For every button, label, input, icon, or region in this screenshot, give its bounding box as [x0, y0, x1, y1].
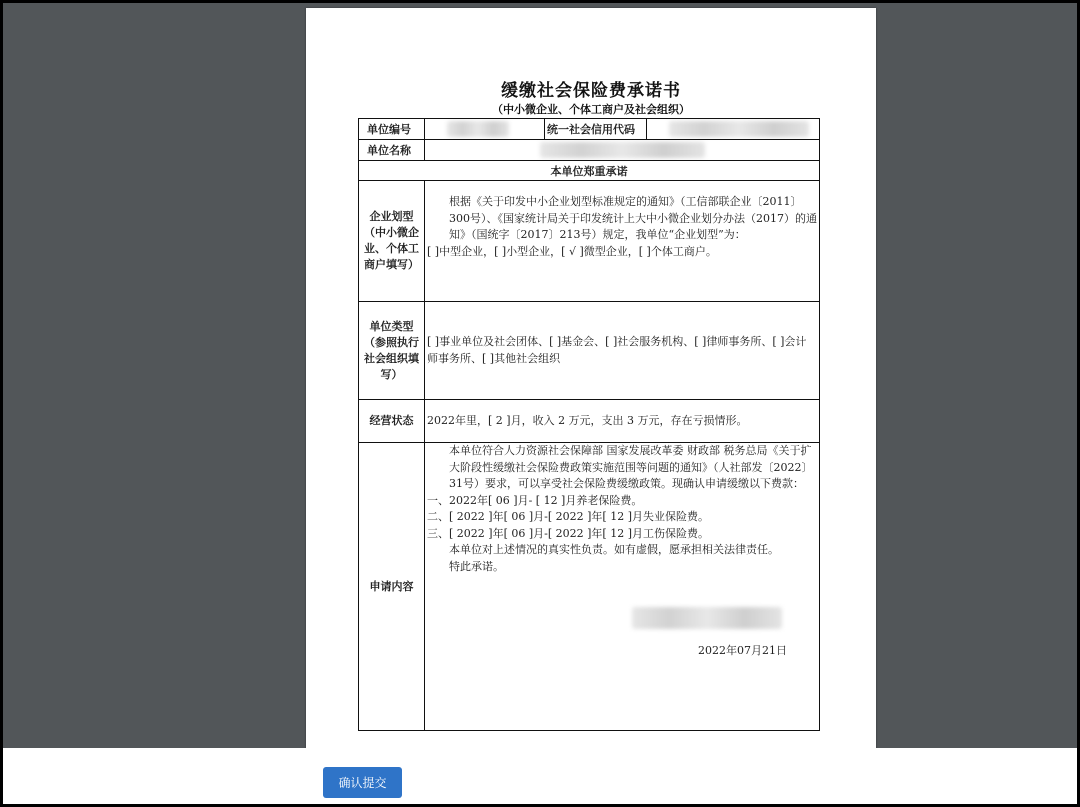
apply-responsibility: 本单位对上述情况的真实性负责。如有虚假，愿承担相关法律责任。: [449, 543, 779, 556]
redacted-credit-code: [669, 121, 809, 137]
signature-date: 2022年07月21日: [698, 644, 787, 657]
redacted-unit-no: [447, 121, 509, 137]
business-status-label: 经营状态: [359, 400, 425, 443]
unit-name-label: 单位名称: [359, 140, 425, 161]
unit-no-label: 单位编号: [359, 119, 425, 140]
enterprise-type-text: 根据《关于印发中小企业划型标准规定的通知》（工信部联企业〔2011〕300号）、《国家统计局关于印发统计上大中小微企业划分办法（2017）的通知》（国统字〔2017〕213号）规定，我单位“企业划型”为：: [449, 195, 817, 241]
apply-content-label: 申请内容: [359, 443, 425, 731]
redacted-unit-name: [540, 142, 705, 158]
document-subtitle: （中小微企业、个体工商户及社会组织）: [492, 103, 690, 116]
confirm-submit-button[interactable]: 确认提交: [323, 767, 402, 798]
document-title: 缓缴社会保险费承诺书: [501, 81, 681, 101]
unit-name-value: [425, 140, 820, 161]
redacted-signature: [632, 607, 782, 629]
enterprise-type-label: 企业划型（中小微企业、个体工商户填写）: [359, 181, 425, 302]
apply-intro: 本单位符合人力资源社会保障部 国家发展改革委 财政部 税务总局《关于扩大阶段性缓缴社会保险费政策实施范围等问题的通知》（人社部发〔2022〕31号）要求，可以享受社会保险费缓缴政策。现确认申请缓缴以下费款：: [449, 444, 813, 490]
credit-code-value: [647, 119, 820, 140]
apply-item-pension: 一、2022年[ 06 ]月- [ 12 ]月养老保险费。: [427, 493, 643, 507]
unit-type-content: [ ]事业单位及社会团体、[ ]基金会、[ ]社会服务机构、[ ]律师事务所、[ ]会计师事务所、[ ]其他社会组织: [425, 302, 820, 400]
apply-content: [425, 443, 820, 731]
enterprise-type-content: [425, 181, 820, 302]
promise-header: 本单位郑重承诺: [359, 161, 820, 181]
credit-code-label: 统一社会信用代码: [545, 119, 647, 140]
unit-type-label: 单位类型（参照执行社会组织填写）: [359, 302, 425, 400]
commitment-form-table: [358, 118, 820, 731]
apply-item-unemployment: 二、[ 2022 ]年[ 06 ]月-[ 2022 ]年[ 12 ]月失业保险费。: [427, 510, 710, 523]
action-bar: [3, 748, 1077, 804]
business-status-content: 2022年里，[ 2 ]月，收入 2 万元，支出 3 万元，存在亏损情形。: [425, 400, 820, 443]
apply-item-injury: 三、[ 2022 ]年[ 06 ]月-[ 2022 ]年[ 12 ]月工伤保险费。: [427, 526, 710, 540]
enterprise-type-options: [ ]中型企业，[ ]小型企业，[ √ ]微型企业，[ ]个体工商户。: [427, 244, 717, 258]
unit-no-value: [425, 119, 545, 140]
apply-closing: 特此承诺。: [449, 559, 504, 573]
viewer-frame: [3, 3, 1077, 804]
pdf-page: [306, 8, 876, 768]
